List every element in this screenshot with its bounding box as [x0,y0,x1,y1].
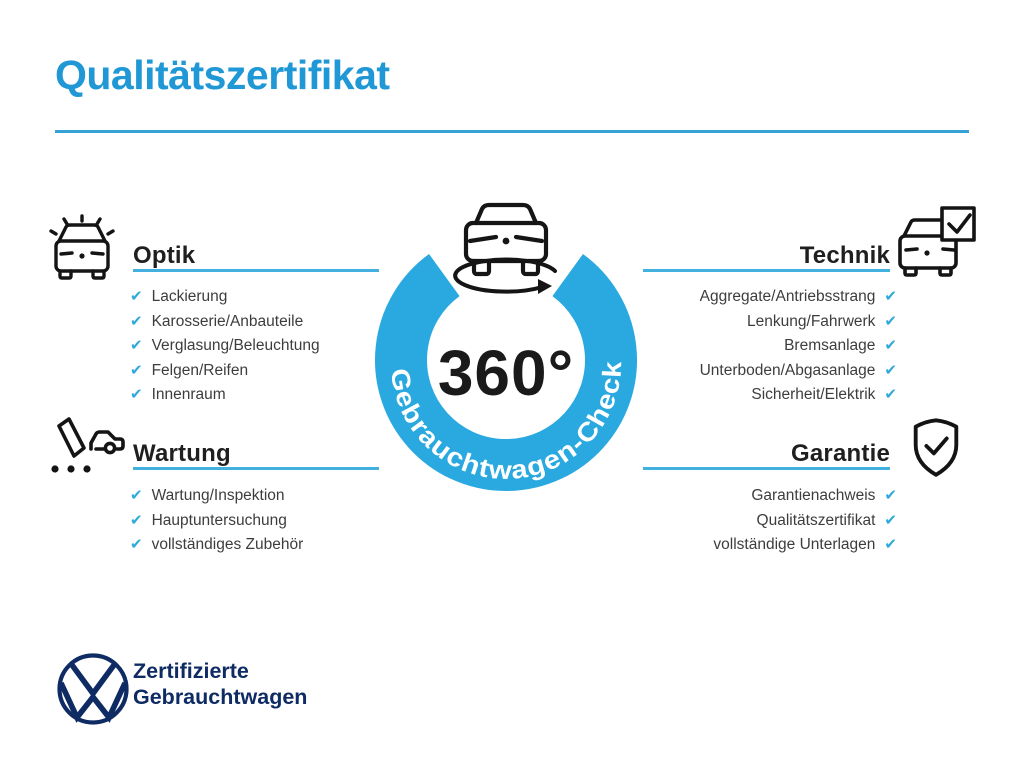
check-icon: ✔ [130,536,143,553]
section-rule-wartung [133,467,379,470]
check-icon: ✔ [130,487,143,504]
footer-line1: Zertifizierte [133,659,249,683]
technik-check-list [617,287,897,410]
wartung-check-list [130,486,303,560]
list-item-label: Felgen/Reifen [151,361,249,379]
vw-logo [56,652,130,726]
check-icon: ✔ [884,487,897,504]
list-item-label: Lackierung [151,288,228,305]
list-item [130,535,303,560]
list-item-label: Sicherheit/Elektrik [751,386,876,403]
service-checklist-car-icon [46,414,126,478]
check-icon: ✔ [884,312,897,330]
list-item [617,486,897,511]
footer-line2: Gebrauchtwagen [133,685,308,709]
check-icon: ✔ [884,511,897,529]
check-icon: ✔ [130,386,143,403]
list-item [130,287,320,312]
list-item-label: Lenkung/Fahrwerk [747,312,876,330]
list-item-label: Innenraum [151,386,226,403]
optik-check-list [130,287,320,410]
check-icon: ✔ [130,312,143,330]
shield-check-icon [908,416,964,478]
garantie-check-list [617,486,897,560]
check-icon: ✔ [130,288,143,305]
section-rule-technik [643,269,890,272]
shiny-car-icon [47,214,117,286]
list-item [617,511,897,536]
check-icon: ✔ [884,361,897,379]
section-rule-garantie [643,467,890,470]
360-check-badge [356,183,656,513]
section-heading-optik: Optik [133,242,196,269]
rotating-car-icon [455,205,555,294]
check-icon: ✔ [884,536,897,553]
list-item-label: Hauptuntersuchung [151,511,287,529]
page-title: Qualitätszertifikat [55,52,390,98]
list-item-label: Aggregate/Antriebsstrang [699,288,876,305]
check-icon: ✔ [884,386,897,403]
ring-label: Gebrauchtwagen-Check [384,361,628,486]
list-item [130,312,320,337]
degrees-label: 360° [437,337,575,409]
list-item [130,486,303,511]
list-item [130,385,320,410]
car-checkbox-icon [896,206,980,286]
section-heading-garantie: Garantie [791,440,890,467]
check-icon: ✔ [884,337,897,354]
list-item-label: Garantienachweis [751,487,876,504]
list-item-label: Qualitätszertifikat [756,511,876,529]
title-divider [55,130,969,133]
section-rule-optik [133,269,379,272]
list-item-label: vollständiges Zubehör [151,536,304,553]
list-item [617,361,897,386]
list-item [617,287,897,312]
list-item-label: Bremsanlage [784,337,876,354]
list-item [617,312,897,337]
check-icon: ✔ [130,511,143,529]
list-item [130,361,320,386]
list-item [617,336,897,361]
list-item [130,511,303,536]
check-icon: ✔ [884,288,897,305]
list-item-label: Wartung/Inspektion [151,487,285,504]
check-icon: ✔ [130,337,143,354]
section-heading-technik: Technik [799,242,890,269]
section-heading-wartung: Wartung [133,440,231,467]
list-item-label: vollständige Unterlagen [713,536,876,553]
check-icon: ✔ [130,361,143,379]
footer-brand-text [133,658,307,710]
list-item-label: Karosserie/Anbauteile [151,312,304,330]
list-item [130,336,320,361]
list-item-label: Verglasung/Beleuchtung [151,337,320,354]
list-item [617,535,897,560]
list-item-label: Unterboden/Abgasanlage [699,361,876,379]
list-item [617,385,897,410]
